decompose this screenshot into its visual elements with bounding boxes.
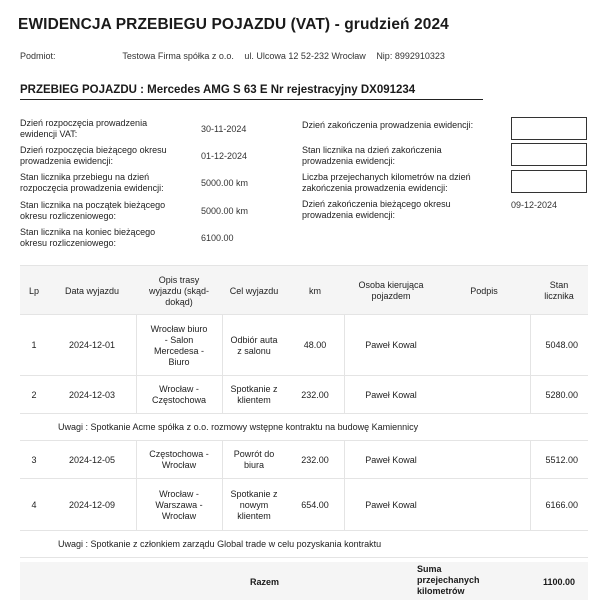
row-purpose	[222, 441, 286, 479]
row-km: 48.00	[303, 340, 327, 350]
row-purpose	[222, 315, 286, 376]
period-end-label-line-2: prowadzenia ewidencji:	[302, 210, 396, 220]
odo-end-label-line-2: prowadzenia ewidencji:	[302, 156, 396, 166]
row-route	[136, 479, 222, 531]
summary-km-label-line-2: przejechanych	[417, 575, 480, 585]
col-date: Data wyjazdu	[64, 285, 120, 296]
company-nip: Nip: 8992910323	[376, 51, 445, 61]
col-route-line-3: dokąd)	[165, 296, 193, 307]
row-purpose	[222, 479, 286, 531]
row-route-line-2: Warszawa -	[155, 499, 203, 510]
vehicle-underline	[20, 99, 483, 100]
col-route	[136, 266, 222, 316]
row-route-line-2: Częstochowa	[151, 395, 207, 405]
row-km: 654.00	[301, 499, 329, 510]
row-lp: 1	[31, 340, 37, 350]
document-title: EWIDENCJA PRZEBIEGU POJAZDU (VAT) - grudzień 2024	[18, 16, 449, 33]
col-odometer-line-1: Stan	[549, 280, 569, 290]
row-signature	[438, 441, 530, 479]
cell-divider	[136, 479, 137, 531]
summary-km-total: 1100.00	[542, 577, 575, 587]
row-route	[136, 441, 222, 479]
km-since-label-line-2: zakończenia prowadzenia ewidencji:	[302, 183, 448, 193]
period-end-label-line-1: Dzień zakończenia bieżącego okresu	[302, 199, 451, 209]
row-lp: 4	[31, 499, 37, 510]
odo-start-label	[20, 172, 164, 194]
row-route-line-3: Wrocław	[161, 510, 197, 521]
col-driver-line-1: Osoba kierująca	[358, 280, 424, 290]
odo-period-start-value: 5000.00 km	[201, 206, 249, 216]
km-since-box	[511, 170, 587, 193]
row-route-line-1: Wrocław biuro	[150, 323, 208, 334]
col-lp: Lp	[28, 285, 39, 296]
row-driver: Paweł Kowal	[365, 389, 417, 400]
cell-divider	[530, 376, 531, 414]
end-label: Dzień zakończenia prowadzenia ewidencji:	[302, 120, 474, 130]
col-purpose: Cel wyjazdu	[229, 285, 279, 296]
vehicle-heading: PRZEBIEG POJAZDU : Mercedes AMG S 63 E Nr rejestracyjny DX091234	[20, 84, 416, 96]
row-note: Uwagi : Spotkanie z członkiem zarządu Global trade w celu pozyskania kontraktu	[20, 531, 588, 558]
odo-period-end-label-line-2: okresu rozliczeniowego:	[20, 238, 117, 248]
period-start-label	[20, 145, 167, 167]
row-route	[136, 376, 222, 414]
row-odometer: 5512.00	[545, 454, 578, 465]
period-start-label-line-1: Dzień rozpoczęcia bieżącego okresu	[20, 145, 167, 155]
row-purpose-line-3: klientem	[237, 510, 271, 521]
cell-divider	[344, 441, 345, 479]
odo-end-label-line-1: Stan licznika na dzień zakończenia	[302, 145, 442, 155]
odo-start-label-line-2: rozpoczęcia prowadzenia ewidencji:	[20, 183, 164, 193]
row-date: 2024-12-01	[68, 340, 116, 350]
row-purpose-line-1: Spotkanie z	[230, 488, 278, 499]
row-purpose-line-2: biura	[243, 460, 264, 470]
table-row	[20, 479, 588, 531]
odo-period-start-label-line-1: Stan licznika na początek bieżącego	[20, 200, 166, 210]
row-route-line-1: Częstochowa -	[149, 449, 209, 459]
cell-divider	[222, 315, 223, 376]
row-purpose-line-2: klientem	[237, 395, 271, 405]
end-date-box	[511, 117, 587, 140]
row-odometer: 6166.00	[545, 499, 578, 510]
row-route-line-1: Wrocław -	[159, 488, 199, 499]
row-purpose-line-1: Spotkanie z	[230, 384, 278, 394]
row-purpose-line-2: nowym	[239, 499, 269, 510]
row-route-line-1: Wrocław -	[159, 384, 199, 394]
row-route-line-3: Mercedesa -	[153, 345, 205, 356]
cell-divider	[530, 441, 531, 479]
table-row	[20, 441, 588, 479]
table-summary	[20, 562, 588, 600]
summary-km-label-line-1: Suma	[417, 564, 442, 574]
odo-end-label	[302, 145, 442, 167]
col-route-line-2: wyjazdu (skąd-	[148, 285, 210, 296]
summary-km-label	[417, 564, 480, 597]
row-lp: 2	[31, 389, 37, 400]
km-since-label	[302, 172, 471, 194]
period-start-label-line-2: prowadzenia ewidencji:	[20, 156, 114, 166]
cell-divider	[222, 441, 223, 479]
cell-divider	[344, 479, 345, 531]
cell-divider	[530, 315, 531, 376]
company-label: Podmiot:	[20, 51, 56, 61]
row-purpose	[222, 376, 286, 414]
row-route-line-4: Biuro	[168, 356, 190, 367]
start-label-line-2: ewidencji VAT:	[20, 129, 78, 139]
row-purpose-line-1: Powrót do	[233, 449, 275, 459]
odo-period-start-label-line-2: okresu rozliczeniowego:	[20, 211, 117, 221]
row-odometer: 5280.00	[545, 389, 578, 400]
col-route-line-1: Opis trasy	[158, 274, 200, 285]
summary-km-label-line-3: kilometrów	[417, 586, 465, 596]
table-header	[20, 265, 588, 315]
row-lp: 3	[31, 454, 37, 465]
odo-start-value: 5000.00 km	[201, 178, 249, 188]
row-driver: Paweł Kowal	[365, 454, 417, 465]
row-signature	[438, 479, 530, 531]
cell-divider	[222, 479, 223, 531]
cell-divider	[344, 315, 345, 376]
row-route-line-2: - Salon	[164, 334, 194, 345]
row-driver: Paweł Kowal	[365, 499, 417, 510]
km-since-label-line-1: Liczba przejechanych kilometrów na dzień	[302, 172, 471, 182]
odo-period-end-label	[20, 227, 155, 249]
row-driver: Paweł Kowal	[365, 340, 417, 350]
start-label-line-1: Dzień rozpoczęcia prowadzenia	[20, 118, 148, 128]
cell-divider	[344, 376, 345, 414]
odo-period-start-label	[20, 200, 165, 222]
row-signature	[438, 376, 530, 414]
cell-divider	[136, 315, 137, 376]
odo-end-box	[511, 143, 587, 166]
cell-divider	[530, 479, 531, 531]
period-start-value: 01-12-2024	[201, 151, 248, 161]
company-name: Testowa Firma spółka z o.o.	[122, 51, 234, 61]
row-date: 2024-12-03	[68, 389, 116, 400]
row-odometer: 5048.00	[545, 340, 578, 350]
cell-divider	[136, 441, 137, 479]
start-label	[20, 118, 147, 140]
row-purpose-line-1: Odbiór auta	[230, 334, 278, 345]
odo-period-end-value: 6100.00	[201, 233, 234, 243]
col-driver-line-2: pojazdem	[371, 291, 411, 301]
company-address: ul. Ulcowa 12 52-232 Wrocław	[244, 51, 366, 61]
col-odometer	[530, 266, 588, 316]
period-end-label	[302, 199, 451, 221]
odo-start-label-line-1: Stan licznika przebiegu na dzień	[20, 172, 150, 182]
row-note: Uwagi : Spotkanie Acme spółka z o.o. rozmowy wstępne kontraktu na budowę Kamiennicy	[20, 414, 588, 441]
table-row	[20, 315, 588, 376]
row-km: 232.00	[301, 389, 329, 400]
col-km: km	[309, 285, 321, 296]
cell-divider	[136, 376, 137, 414]
company-line	[20, 51, 445, 61]
summary-label: Razem	[250, 577, 280, 587]
start-value: 30-11-2024	[201, 124, 247, 134]
row-route	[136, 315, 222, 376]
row-signature	[438, 315, 530, 376]
row-route-line-2: Wrocław	[161, 460, 197, 470]
row-date: 2024-12-05	[68, 454, 116, 465]
period-end-value: 09-12-2024	[511, 200, 558, 210]
row-date: 2024-12-09	[68, 499, 116, 510]
col-signature: Podpis	[470, 285, 498, 296]
row-km: 232.00	[301, 454, 329, 465]
odo-period-end-label-line-1: Stan licznika na koniec bieżącego	[20, 227, 156, 237]
col-odometer-line-2: licznika	[544, 291, 574, 301]
cell-divider	[222, 376, 223, 414]
table-row	[20, 376, 588, 414]
row-purpose-line-2: z salonu	[237, 345, 271, 356]
col-driver	[344, 266, 438, 316]
